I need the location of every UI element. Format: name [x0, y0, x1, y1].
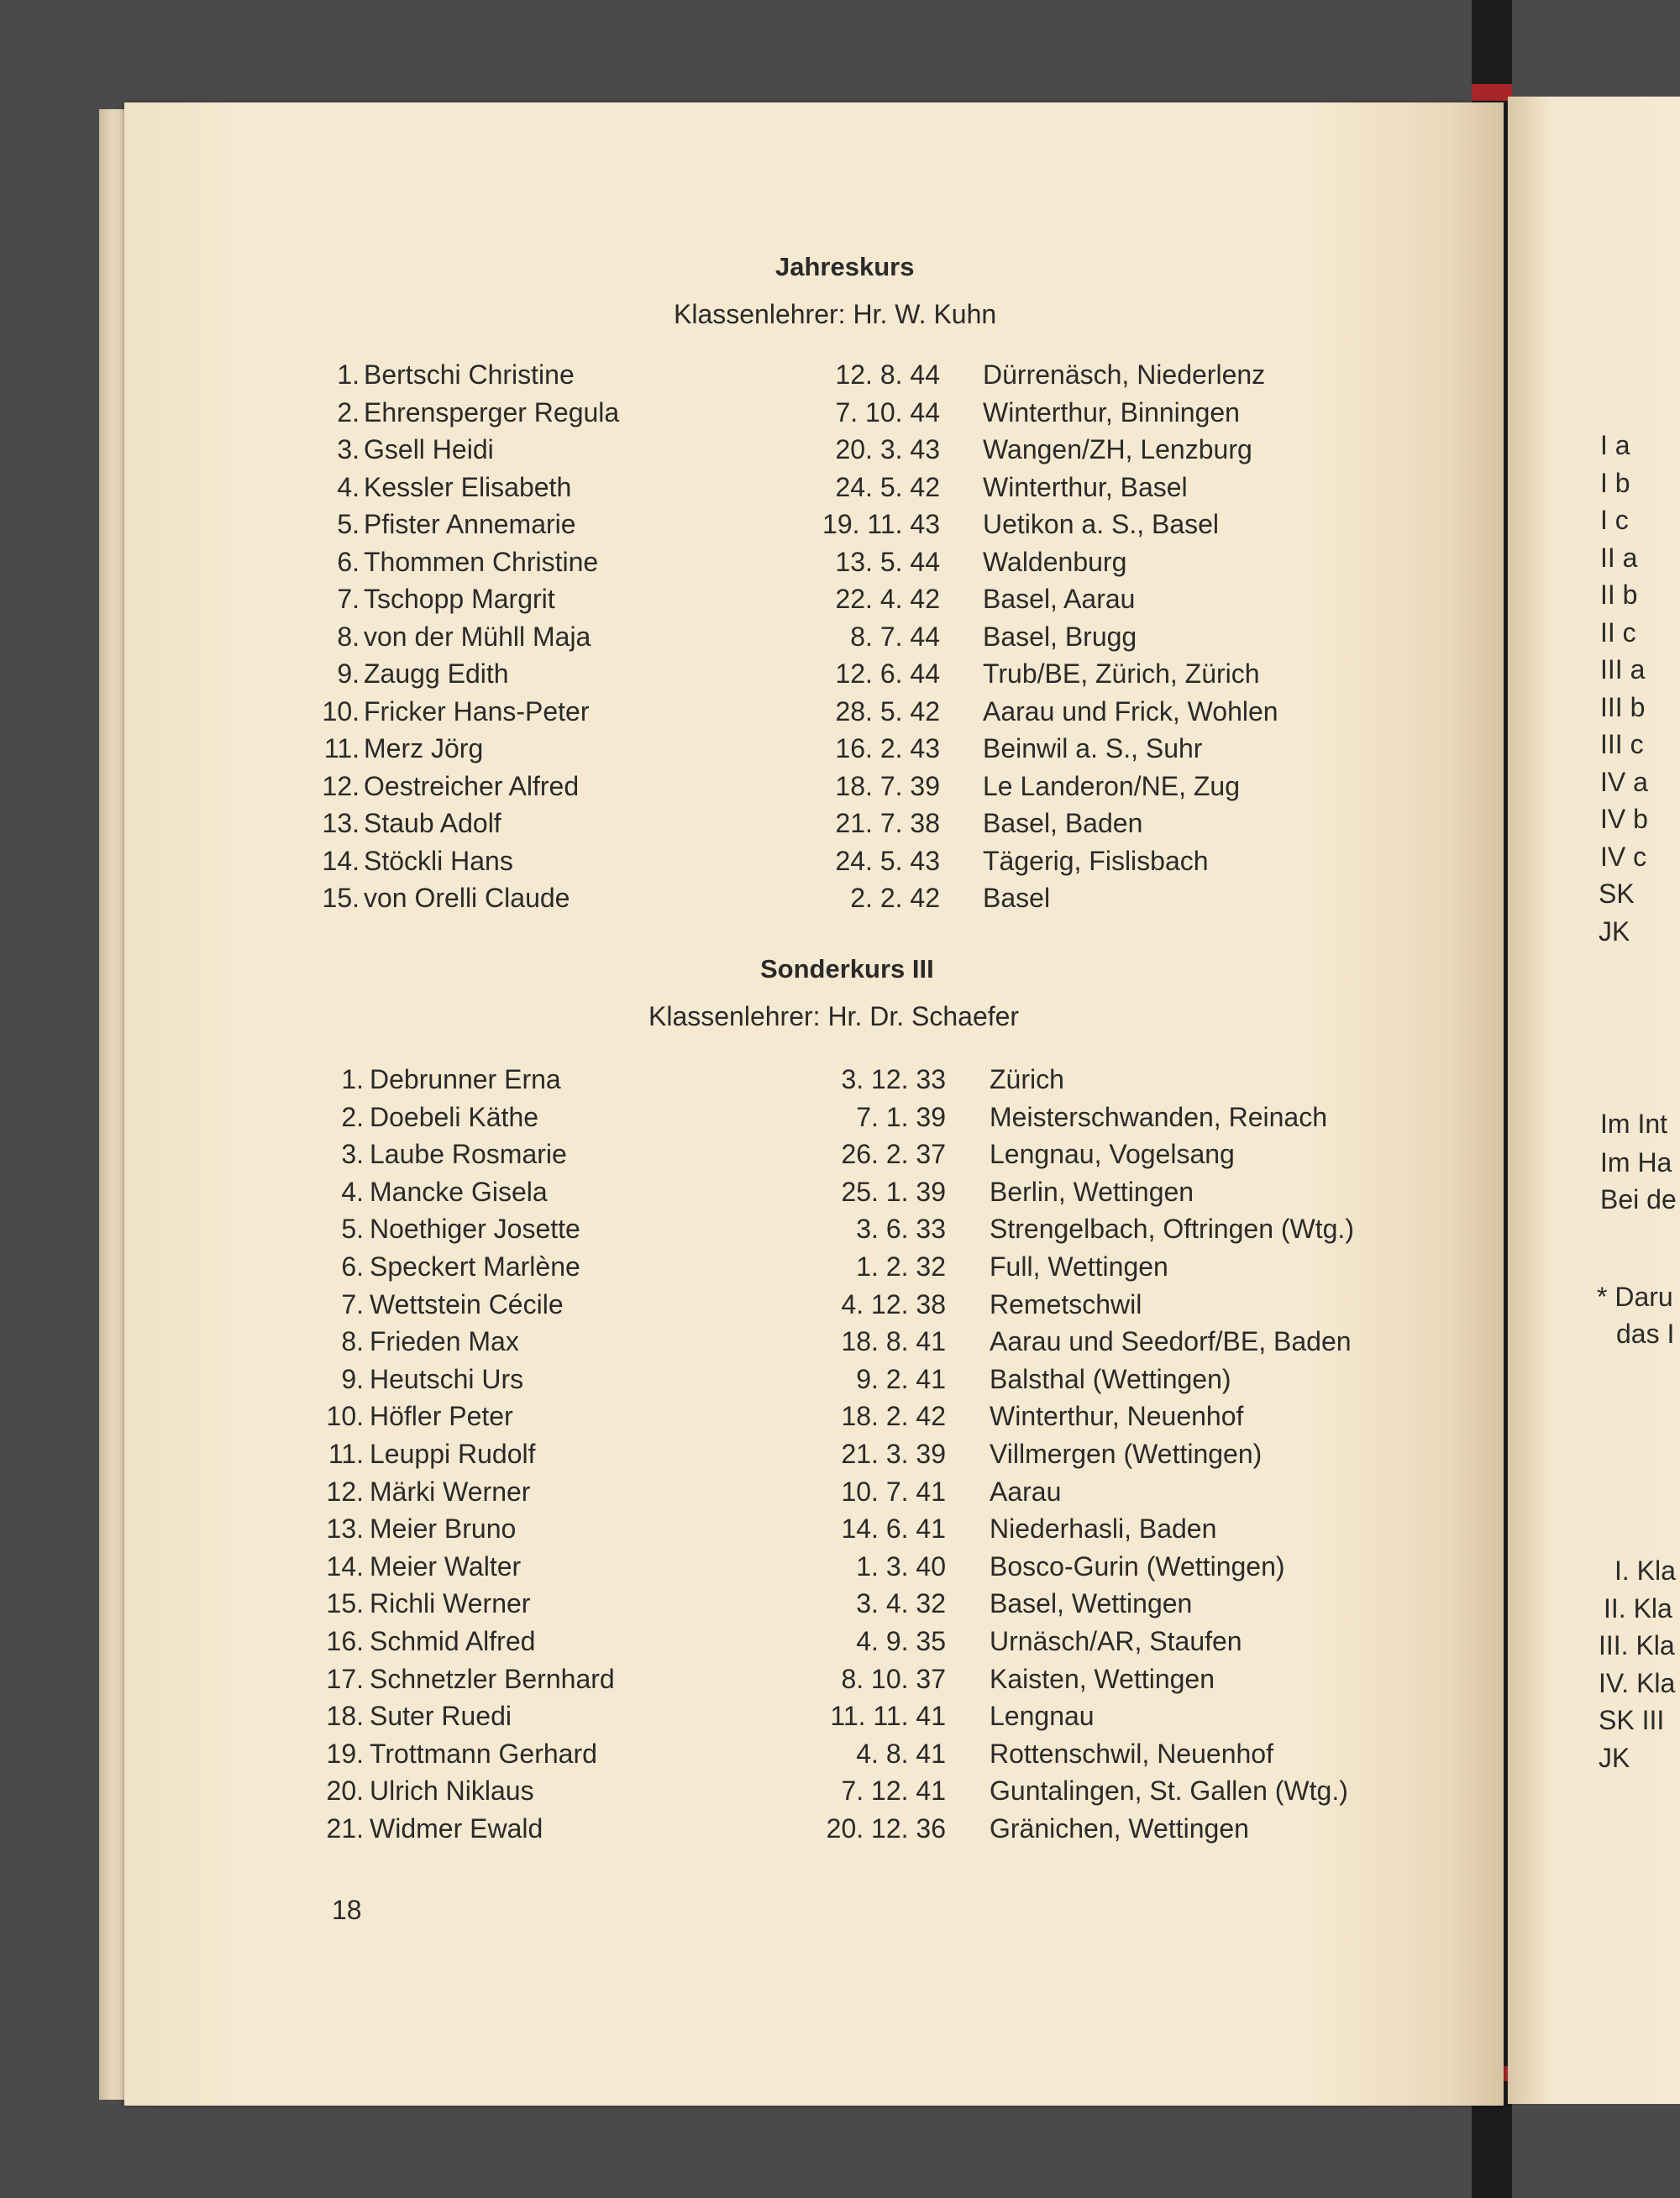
entry-name: Doebeli Käthe — [370, 1101, 539, 1132]
entry-date: 12. 6. 44 — [835, 658, 940, 689]
entry-date: 18. 8. 41 — [841, 1326, 946, 1357]
entry-name: Leuppi Rudolf — [370, 1439, 536, 1469]
entry-number: 14. — [322, 845, 360, 876]
entry-place: Beinwil a. S., Suhr — [983, 733, 1203, 763]
entry-name: Stöckli Hans — [364, 845, 513, 876]
entry-place: Meisterschwanden, Reinach — [990, 1101, 1327, 1132]
entry-place: Waldenburg — [983, 546, 1127, 577]
entry-date: 9. 2. 41 — [856, 1363, 946, 1394]
entry-name: von Orelli Claude — [364, 883, 570, 913]
class-code: IV c — [1600, 841, 1647, 872]
entry-number: 7. — [341, 1288, 364, 1319]
entry-number: 1. — [341, 1064, 364, 1094]
entry-number: 21. — [326, 1813, 364, 1844]
class-list-item: JK — [1599, 1742, 1630, 1773]
entry-number: 9. — [337, 658, 360, 689]
entry-date: 19. 11. 43 — [822, 509, 940, 539]
entry-name: Märki Werner — [370, 1476, 531, 1507]
entry-number: 15. — [326, 1588, 364, 1619]
entry-number: 4. — [341, 1176, 364, 1207]
entry-date: 7. 1. 39 — [856, 1101, 946, 1132]
entry-place: Lengnau — [990, 1701, 1095, 1732]
entry-date: 8. 7. 44 — [850, 621, 940, 652]
right-page — [1508, 97, 1680, 2104]
entry-name: Noethiger Josette — [370, 1214, 580, 1245]
entry-place: Aarau und Frick, Wohlen — [983, 695, 1278, 727]
entry-date: 3. 6. 33 — [856, 1214, 946, 1245]
entry-number: 6. — [341, 1251, 364, 1282]
class-list-item: I. Kla — [1614, 1555, 1676, 1586]
entry-number: 11. — [328, 1439, 364, 1469]
entry-place: Kaisten, Wettingen — [990, 1663, 1215, 1694]
class-list-item: III. Kla — [1599, 1630, 1675, 1660]
entry-number: 14. — [326, 1550, 364, 1582]
entry-number: 7. — [337, 584, 360, 614]
entry-name: Mancke Gisela — [370, 1176, 548, 1207]
entry-number: 6. — [337, 546, 360, 577]
text-fragment: Bei de — [1600, 1184, 1677, 1214]
class-list-item: SK III — [1599, 1705, 1665, 1735]
entry-date: 3. 12. 33 — [841, 1064, 946, 1094]
class-code: I b — [1600, 467, 1630, 498]
entry-place: Trub/BE, Zürich, Zürich — [983, 658, 1260, 689]
entry-number: 13. — [326, 1513, 364, 1545]
entry-place: Gränichen, Wettingen — [990, 1813, 1249, 1844]
entry-date: 1. 2. 32 — [856, 1251, 946, 1282]
section-title-sonderkurs: Sonderkurs III — [760, 954, 934, 984]
entry-date: 2. 2. 42 — [850, 883, 940, 913]
entry-place: Villmergen (Wettingen) — [990, 1439, 1263, 1469]
class-code: II c — [1600, 616, 1636, 648]
entry-number: 3. — [337, 434, 360, 464]
entry-date: 7. 12. 41 — [841, 1776, 946, 1807]
entry-place: Winterthur, Neuenhof — [990, 1401, 1244, 1432]
entry-date: 1. 3. 40 — [856, 1550, 946, 1582]
entry-number: 10. — [322, 695, 360, 727]
class-code: JK — [1599, 915, 1630, 947]
entry-name: Suter Ruedi — [370, 1701, 512, 1732]
entry-number: 13. — [322, 808, 360, 838]
entry-date: 24. 5. 43 — [835, 845, 940, 876]
entry-date: 14. 6. 41 — [841, 1513, 946, 1545]
entry-date: 10. 7. 41 — [841, 1476, 946, 1507]
entry-date: 18. 7. 39 — [835, 770, 940, 801]
entry-number: 5. — [337, 509, 360, 539]
entry-number: 2. — [341, 1101, 364, 1132]
entry-place: Wangen/ZH, Lenzburg — [983, 434, 1252, 464]
class-code: II b — [1600, 580, 1638, 610]
class-code: SK — [1599, 879, 1635, 909]
entry-number: 5. — [341, 1214, 364, 1245]
entry-number: 10. — [326, 1401, 364, 1432]
class-code: I a — [1600, 430, 1630, 460]
text-fragment: Im Int — [1600, 1109, 1668, 1139]
entry-place: Rottenschwil, Neuenhof — [990, 1738, 1273, 1769]
entry-name: von der Mühll Maja — [364, 621, 591, 652]
entry-place: Remetschwil — [990, 1288, 1142, 1319]
entry-date: 22. 4. 42 — [835, 584, 940, 614]
entry-place: Basel, Brugg — [983, 621, 1137, 652]
entry-place: Berlin, Wettingen — [990, 1176, 1194, 1207]
entry-name: Debrunner Erna — [370, 1064, 561, 1094]
entry-name: Pfister Annemarie — [364, 509, 576, 539]
teacher-jahreskurs: Klassenlehrer: Hr. W. Kuhn — [674, 299, 997, 329]
entry-place: Aarau — [990, 1476, 1062, 1507]
spine-band-top — [1472, 84, 1512, 101]
entry-date: 4. 12. 38 — [841, 1288, 946, 1319]
class-code: IV b — [1600, 804, 1648, 834]
entry-name: Wettstein Cécile — [370, 1288, 564, 1319]
entry-place: Le Landeron/NE, Zug — [983, 770, 1240, 801]
entry-name: Oestreicher Alfred — [364, 770, 580, 801]
entry-name: Höfler Peter — [370, 1401, 513, 1432]
class-code: III a — [1600, 654, 1646, 685]
entry-date: 21. 3. 39 — [841, 1439, 946, 1469]
class-code: III c — [1600, 729, 1644, 759]
entry-name: Heutschi Urs — [370, 1363, 524, 1394]
entry-number: 4. — [337, 471, 360, 502]
entry-date: 25. 1. 39 — [841, 1176, 946, 1207]
entry-date: 13. 5. 44 — [835, 546, 940, 577]
entry-name: Richli Werner — [370, 1588, 531, 1619]
entry-name: Laube Rosmarie — [370, 1139, 567, 1170]
entry-name: Tschopp Margrit — [364, 584, 555, 614]
entry-number: 18. — [326, 1701, 364, 1732]
entry-date: 16. 2. 43 — [835, 733, 940, 763]
entry-number: 19. — [326, 1738, 364, 1769]
entry-name: Zaugg Edith — [364, 658, 509, 689]
entry-place: Uetikon a. S., Basel — [983, 509, 1220, 539]
entry-number: 17. — [326, 1663, 364, 1694]
class-list-item: IV. Kla — [1599, 1667, 1676, 1698]
entry-date: 28. 5. 42 — [835, 695, 940, 727]
entry-name: Meier Walter — [370, 1550, 522, 1582]
entry-place: Basel, Aarau — [983, 584, 1136, 614]
class-code: III b — [1600, 691, 1646, 722]
entry-date: 21. 7. 38 — [835, 808, 940, 838]
page-number: 18 — [332, 1895, 362, 1925]
entry-date: 20. 3. 43 — [835, 434, 940, 464]
entry-number: 2. — [337, 396, 360, 428]
entry-name: Trottmann Gerhard — [370, 1738, 597, 1769]
entry-place: Lengnau, Vogelsang — [990, 1139, 1235, 1170]
entry-date: 18. 2. 42 — [841, 1401, 946, 1432]
entry-name: Staub Adolf — [364, 808, 501, 838]
entry-name: Ehrensperger Regula — [364, 396, 620, 428]
entry-date: 4. 8. 41 — [856, 1738, 946, 1769]
entry-place: Niederhasli, Baden — [990, 1513, 1217, 1545]
entry-number: 1. — [337, 359, 360, 390]
entry-name: Merz Jörg — [364, 733, 484, 763]
entry-date: 8. 10. 37 — [841, 1663, 946, 1694]
class-code: II a — [1600, 542, 1638, 573]
text-fragment: Im Ha — [1600, 1147, 1672, 1178]
entry-place: Strengelbach, Oftringen (Wtg.) — [990, 1214, 1354, 1245]
entry-place: Urnäsch/AR, Staufen — [990, 1626, 1242, 1656]
entry-name: Bertschi Christine — [364, 359, 575, 390]
entry-place: Balsthal (Wettingen) — [990, 1363, 1231, 1394]
entry-name: Fricker Hans-Peter — [364, 695, 590, 727]
entry-number: 11. — [323, 733, 360, 763]
entry-date: 20. 12. 36 — [826, 1813, 946, 1844]
entry-number: 20. — [326, 1776, 364, 1807]
entry-place: Winterthur, Binningen — [983, 396, 1240, 428]
entry-name: Ulrich Niklaus — [370, 1776, 534, 1807]
entry-name: Kessler Elisabeth — [364, 471, 572, 502]
entry-place: Aarau und Seedorf/BE, Baden — [990, 1326, 1352, 1357]
entry-name: Gsell Heidi — [364, 434, 494, 464]
entry-date: 26. 2. 37 — [841, 1139, 946, 1170]
entry-name: Schnetzler Bernhard — [370, 1663, 615, 1694]
entry-number: 9. — [341, 1363, 364, 1394]
entry-place: Bosco-Gurin (Wettingen) — [990, 1550, 1285, 1582]
entry-place: Basel — [983, 883, 1051, 913]
entry-place: Basel, Baden — [983, 808, 1143, 838]
entry-place: Guntalingen, St. Gallen (Wtg.) — [990, 1776, 1348, 1807]
entry-place: Winterthur, Basel — [983, 471, 1188, 502]
entry-date: 7. 10. 44 — [835, 396, 940, 428]
entry-date: 11. 11. 41 — [830, 1701, 946, 1732]
entry-date: 3. 4. 32 — [856, 1588, 946, 1619]
entry-date: 4. 9. 35 — [856, 1626, 946, 1656]
entry-number: 15. — [322, 883, 360, 913]
entry-number: 3. — [341, 1139, 364, 1170]
entry-date: 12. 8. 44 — [835, 359, 940, 390]
entry-number: 12. — [326, 1476, 364, 1507]
entry-name: Frieden Max — [370, 1326, 519, 1357]
entry-number: 8. — [341, 1326, 364, 1357]
entry-name: Meier Bruno — [370, 1513, 517, 1545]
entry-name: Thommen Christine — [364, 546, 599, 577]
entry-place: Basel, Wettingen — [990, 1588, 1193, 1619]
entry-name: Widmer Ewald — [370, 1813, 543, 1844]
entry-name: Schmid Alfred — [370, 1626, 536, 1656]
class-code: I c — [1600, 505, 1629, 535]
entry-number: 12. — [322, 770, 360, 801]
entry-number: 16. — [326, 1626, 364, 1656]
entry-number: 8. — [337, 621, 360, 652]
entry-date: 24. 5. 42 — [835, 471, 940, 502]
entry-place: Tägerig, Fislisbach — [983, 845, 1209, 876]
entry-name: Speckert Marlène — [370, 1251, 580, 1282]
entry-place: Full, Wettingen — [990, 1251, 1168, 1282]
text-fragment: das I — [1616, 1319, 1675, 1349]
teacher-sonderkurs: Klassenlehrer: Hr. Dr. Schaefer — [648, 1001, 1020, 1031]
text-fragment: * Daru — [1597, 1282, 1673, 1312]
left-page — [124, 102, 1504, 2106]
class-code: IV a — [1600, 766, 1648, 797]
entry-place: Zürich — [990, 1064, 1064, 1094]
class-list-item: II. Kla — [1604, 1592, 1672, 1624]
section-title-jahreskurs: Jahreskurs — [775, 252, 915, 281]
entry-place: Dürrenäsch, Niederlenz — [983, 359, 1266, 390]
